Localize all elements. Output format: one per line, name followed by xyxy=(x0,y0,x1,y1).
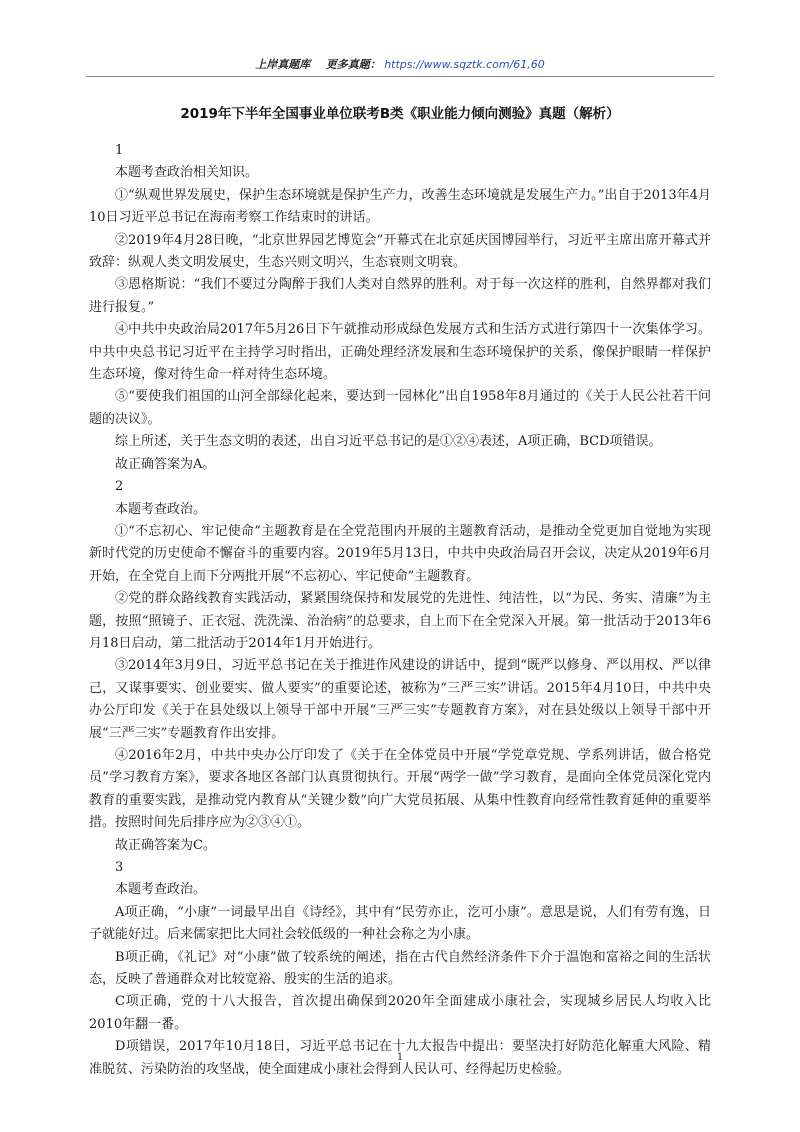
document-title: 2019年下半年全国事业单位联考B类《职业能力倾向测验》真题（解析） xyxy=(180,106,620,122)
paragraph: B项正确，《礼记》对“小康”做了较系统的阐述，指在古代自然经济条件下介于温饱和富裕之间的生活状态，反映了普通群众对比较宽裕、殷实的生活的追求。 xyxy=(89,949,711,988)
question-2 xyxy=(89,476,711,857)
header-divider xyxy=(86,76,714,77)
answer-line: 故正确答案为C。 xyxy=(115,837,216,853)
page-number: 1 xyxy=(396,1052,404,1063)
page-header xyxy=(0,56,800,72)
paragraph: ④中共中央政治局2017年5月26日下午就推动形成绿色发展方式和生活方式进行第四十一次集体学习。中共中央总书记习近平在主持学习时指出，正确处理经济发展和生态环境保护的关系，像保护眼睛一样保护生态环境，像对待生命一样对待生态环境。 xyxy=(89,322,711,383)
header-more-label: 更多真题： xyxy=(325,58,381,71)
question-number: 1 xyxy=(115,143,124,158)
paragraph: C项正确，党的十八大报告，首次提出确保到2020年全面建成小康社会，实现城乡居民人均收入比2010年翻一番。 xyxy=(89,994,711,1032)
paragraph: ④2016年2月，中共中央办公厅印发了《关于在全体党员中开展“学党章党规、学系列讲话，做合格党员”学习教育方案》，要求各地区各部门认真贯彻执行。开展“两学一做”学习教育，是面向全体党员深化党内教育的重要实践，是推动党内教育从“关键少数”向广大党员拓展、从集中性教育向经常性教育延伸的重要举措。按照时间先后排序应为②③④①。 xyxy=(89,747,711,831)
question-3 xyxy=(89,857,711,1081)
paragraph: D项错误，2017年10月18日，习近平总书记在十九大报告中提出：要坚决打好防范化解重大风险、精准脱贫、污染防治的攻坚战，使全面建成小康社会得到人民认可、经得起历史检验。 xyxy=(89,1039,711,1077)
paragraph: ①“不忘初心、牢记使命”主题教育是在全党范围内开展的主题教育活动，是推动全党更加自觉地为实现新时代党的历史使命不懈奋斗的重要内容。2019年5月13日，中共中央政治局召开会议，决定从2019年6月开始，在全党自上而下分两批开展“不忘初心、牢记使命”主题教育。 xyxy=(89,523,711,584)
header-link[interactable]: https://www.sqztk.com/61,60 xyxy=(384,58,545,71)
question-1 xyxy=(89,140,711,476)
question-number: 3 xyxy=(115,860,124,875)
paragraph: ①“纵观世界发展史，保护生态环境就是保护生产力，改善生态环境就是发展生产力。”出自于2013年4月10日习近平总书记在海南考察工作结束时的讲话。 xyxy=(89,187,711,226)
paragraph: 综上所述，关于生态文明的表述，出自习近平总书记的是①②④表述，A项正确，BCD项错误。 xyxy=(115,434,662,450)
paragraph: A项正确，“小康”一词最早出自《诗经》，其中有“民劳亦止，汔可小康”。意思是说，人们有劳有逸，日子就能好过。后来儒家把比大同社会较低级的一种社会称之为小康。 xyxy=(89,904,711,943)
paragraph: ③2014年3月9日，习近平总书记在关于推进作风建设的讲话中，提到“既严以修身、严以用权、严以律己，又谋事要实、创业要实、做人要实”的重要论述，被称为“三严三实”讲话。2015年4月10日，中共中央办公厅印发《关于在县处级以上领导干部中开展“三严三实”专题教育方案》，对在县处级以上领导干部中开展“三严三实”专题教育作出安排。 xyxy=(89,658,711,741)
paragraph: ②2019年4月28日晚，“北京世界园艺博览会”开幕式在北京延庆国博园举行，习近平主席出席开幕式并致辞：纵观人类文明发展史，生态兴则文明兴，生态衰则文明衰。 xyxy=(89,232,711,271)
header-site-name: 上岸真题库 xyxy=(255,58,311,71)
paragraph: 本题考查政治相关知识。 xyxy=(115,165,259,181)
paragraph: ③恩格斯说：“我们不要过分陶醉于我们人类对自然界的胜利。对于每一次这样的胜利，自然界都对我们进行报复。” xyxy=(89,277,711,315)
paragraph: 本题考查政治。 xyxy=(115,501,207,517)
paragraph: ⑤“要使我们祖国的山河全部绿化起来，要达到一园林化”出自1958年8月通过的《关于人民公社若干问题的决议》。 xyxy=(89,389,711,427)
question-number: 2 xyxy=(115,479,124,495)
paragraph: 本题考查政治。 xyxy=(115,882,207,898)
answer-line: 故正确答案为A。 xyxy=(115,456,216,472)
document-body xyxy=(89,140,711,1081)
paragraph: ②党的群众路线教育实践活动，紧紧围绕保持和发展党的先进性、纯洁性，以“为民、务实、清廉”为主题，按照“照镜子、正衣冠、洗洗澡、治治病”的总要求，自上而下在全党深入开展。第一批活动于2013年6月18日启动，第二批活动于2014年1月开始进行。 xyxy=(89,591,711,651)
